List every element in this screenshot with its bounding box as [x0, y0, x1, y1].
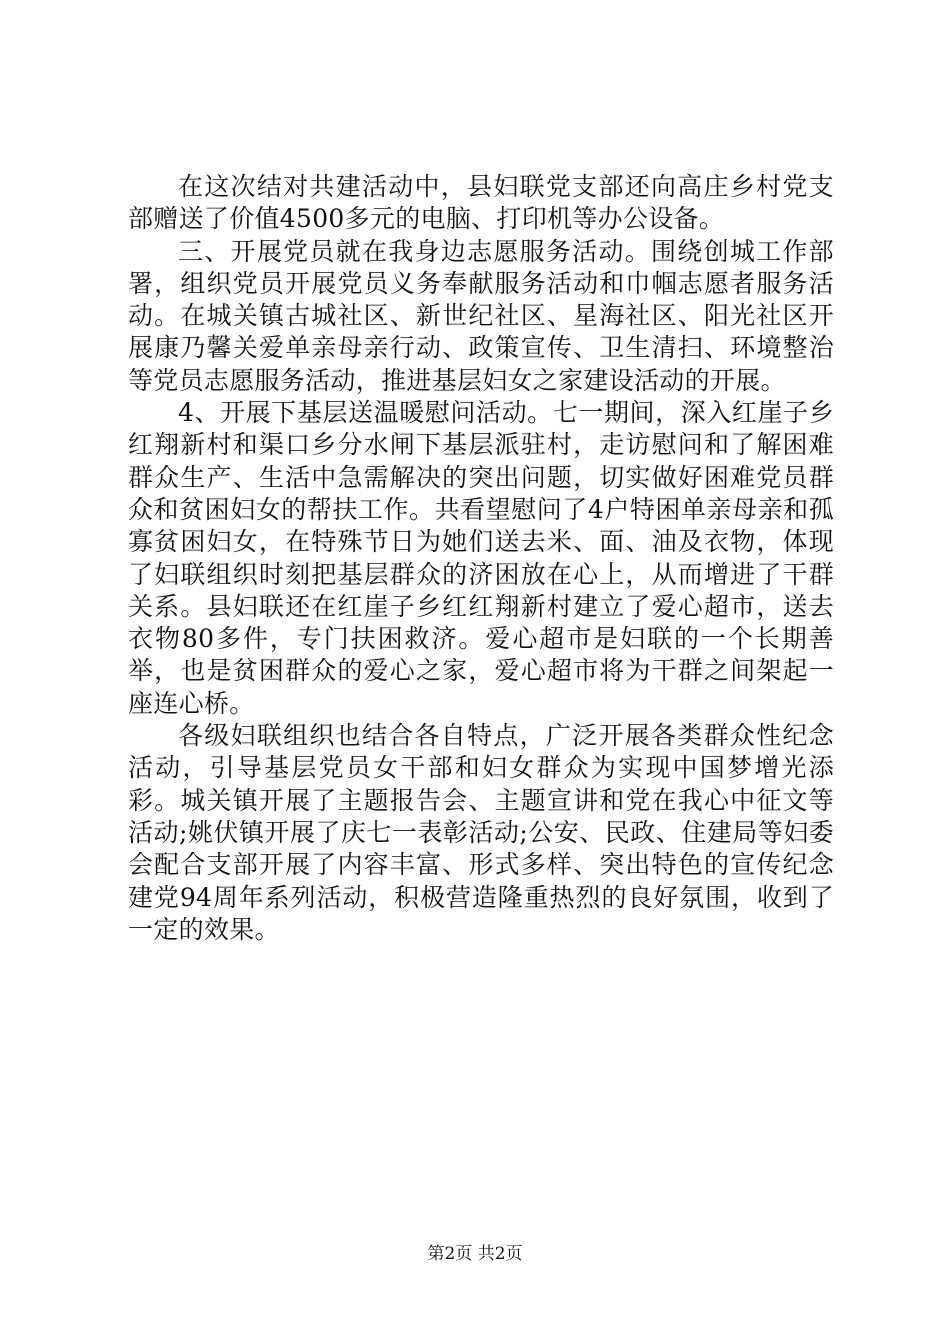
- paragraph-commemorative-activities: 各级妇联组织也结合各自特点，广泛开展各类群众性纪念活动，引导基层党员女干部和妇女群众为实现中国梦增光添彩。城关镇开展了主题报告会、主题宣讲和党在我心中征文等活动;姚伏镇开展了庆七一表彰活动;公安、民政、住建局等妇委会配合支部开展了内容丰富、形式多样、突出特色的宣传纪念建党94周年系列活动，积极营造隆重热烈的良好氛围，收到了一定的效果。: [128, 721, 834, 944]
- paragraph-gift-equipment: 在这次结对共建活动中，县妇联党支部还向高庄乡村党支部赠送了价值4500多元的电脑、打印机等办公设备。: [128, 172, 834, 234]
- paragraph-warmth-visits: 4、开展下基层送温暖慰问活动。七一期间，深入红崖子乡红翔新村和渠口乡分水闸下基层派驻村，走访慰问和了解困难群众生产、生活中急需解决的突出问题，切实做好困难党员群众和贫困妇女的帮扶工作。共看望慰问了4户特困单亲母亲和孤寡贫困妇女，在特殊节日为她们送去米、面、油及衣物，体现了妇联组织时刻把基层群众的济困放在心上，从而增进了干群关系。县妇联还在红崖子乡红红翔新村建立了爱心超市，送去衣物80多件，专门扶困救济。爱心超市是妇联的一个长期善举，也是贫困群众的爱心之家，爱心超市将为干群之间架起一座连心桥。: [128, 398, 834, 718]
- page-number-footer: 第2页 共2页: [427, 1244, 523, 1264]
- document-body: [128, 171, 834, 946]
- paragraph-volunteer-service: 三、开展党员就在我身边志愿服务活动。围绕创城工作部署，组织党员开展党员义务奉献服务活动和巾帼志愿者服务活动。在城关镇古城社区、新世纪社区、星海社区、阳光社区开展康乃馨关爱单亲母亲行动、政策宣传、卫生清扫、环境整治等党员志愿服务活动，推进基层妇女之家建设活动的开展。: [128, 236, 834, 395]
